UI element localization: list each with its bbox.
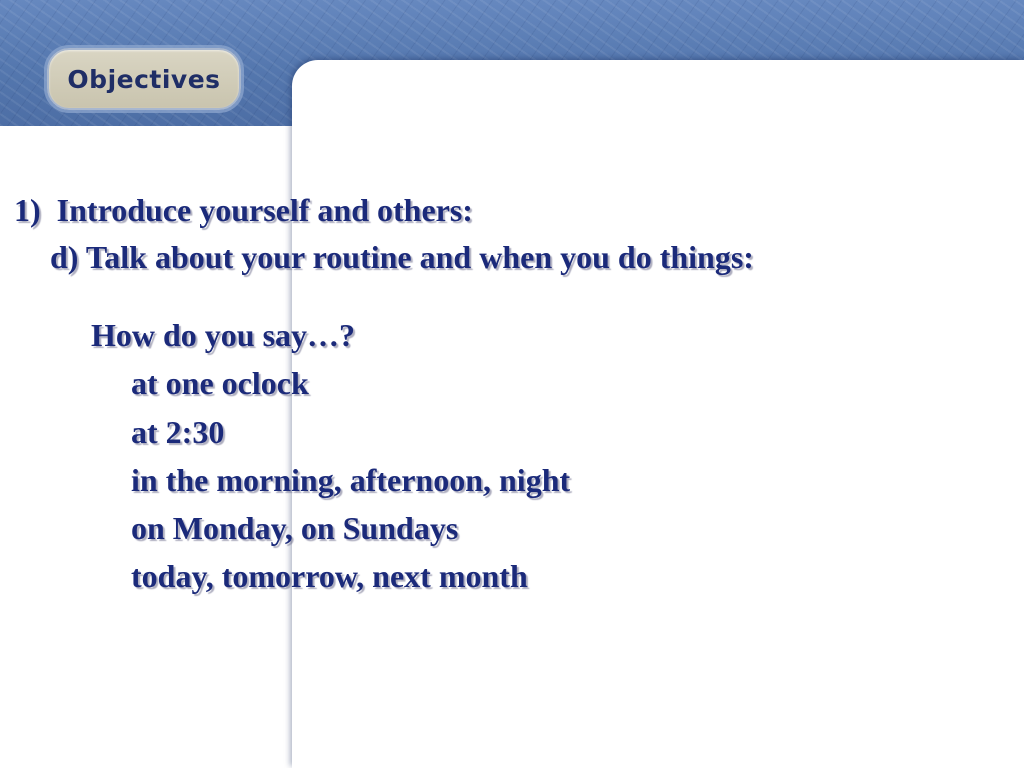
list-item: at one oclock bbox=[131, 365, 309, 401]
list-item: at 2:30 bbox=[131, 414, 225, 450]
objectives-title-badge bbox=[47, 48, 241, 110]
list-item: today, tomorrow, next month bbox=[131, 558, 528, 594]
question-heading: How do you say…? bbox=[91, 317, 356, 353]
objective-1-text: 1) Introduce yourself and others: bbox=[14, 192, 473, 228]
slide-title: Objectives bbox=[67, 64, 221, 94]
list-item: in the morning, afternoon, night bbox=[131, 462, 571, 498]
objective-1d-text: d) Talk about your routine and when you do things: bbox=[50, 239, 754, 275]
list-item: on Monday, on Sundays bbox=[131, 510, 459, 546]
slide-page-panel bbox=[292, 60, 1024, 768]
